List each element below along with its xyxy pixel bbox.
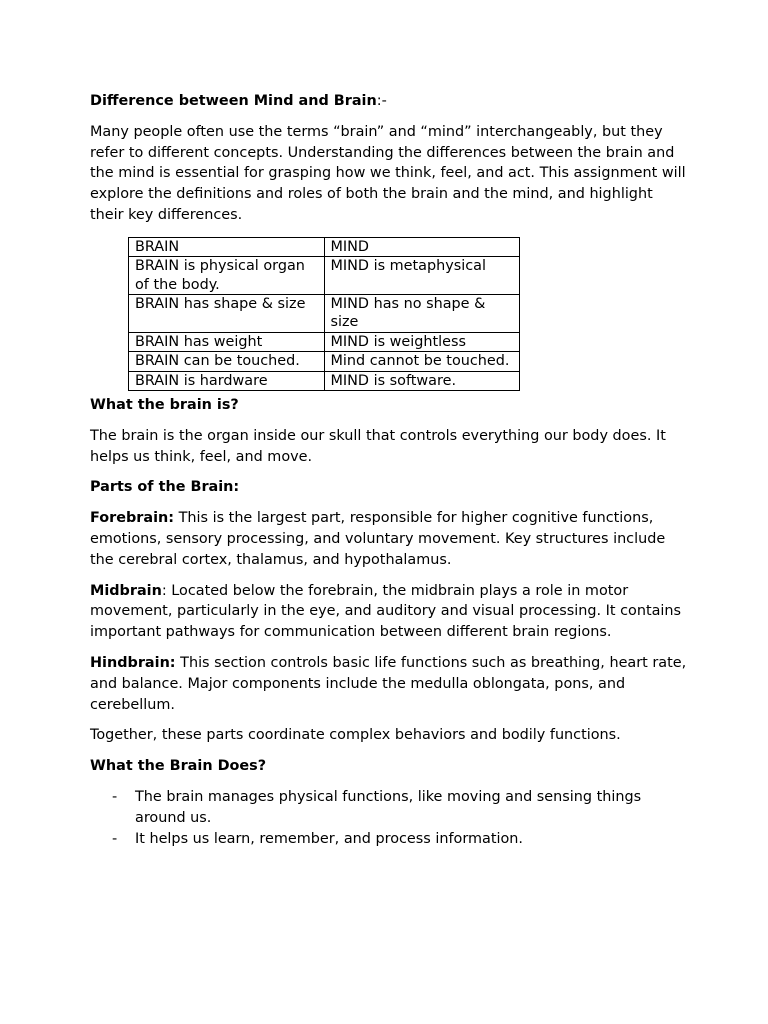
list-item: [90, 829, 690, 850]
midbrain-text: : Located below the forebrain, the midbrain plays a role in motor movement, particularly in the eye, and auditory and visual processing. It contains important pathways for communication between different brain regions.: [90, 582, 682, 641]
together-paragraph: Together, these parts coordinate complex behaviors and bodily functions.: [90, 727, 621, 744]
midbrain-paragraph: [90, 581, 690, 643]
hindbrain-paragraph: [90, 653, 690, 715]
list-item-text: The brain manages physical functions, like moving and sensing things around us.: [135, 788, 642, 826]
brain-cell: BRAIN is hardware: [129, 371, 325, 390]
what-brain-is-heading: What the brain is?: [90, 397, 239, 414]
list-item-text: It helps us learn, remember, and process information.: [135, 830, 523, 847]
bullet-dash: -: [112, 788, 118, 805]
intro-paragraph: Many people often use the terms “brain” and “mind” interchangeably, but they refer to different concepts. Understanding the differences between the brain and the mind is essential for grasping how we think, feel, and act. This assignment will explore the definitions and roles of both the brain and the mind, and highlight their key differences.: [90, 123, 686, 223]
table-row: [129, 295, 520, 333]
title-suffix: :-: [376, 93, 387, 109]
brain-cell: BRAIN is physical organ of the body.: [129, 257, 325, 295]
mind-cell: Mind cannot be touched.: [324, 352, 520, 371]
table-row: [129, 352, 520, 371]
brain-cell: BRAIN has shape & size: [129, 295, 325, 333]
forebrain-label: Forebrain:: [90, 510, 175, 527]
hindbrain-label: Hindbrain:: [90, 655, 176, 671]
table-row: [129, 332, 520, 351]
document-title: [90, 91, 690, 112]
title-text: Difference between Mind and Brain: [90, 93, 377, 109]
what-brain-is-paragraph: The brain is the organ inside our skull that controls everything our body does. It helps us think, feel, and move.: [90, 427, 666, 465]
table-row: [129, 257, 520, 295]
what-brain-does-heading: What the Brain Does?: [90, 758, 267, 775]
brain-cell: BRAIN has weight: [129, 332, 325, 351]
brain-functions-list: [90, 787, 690, 849]
midbrain-label: Midbrain: [90, 582, 162, 599]
mind-cell: MIND is metaphysical: [324, 257, 520, 295]
parts-of-brain-heading: Parts of the Brain:: [90, 479, 240, 496]
document-body: [90, 91, 690, 849]
brain-cell: BRAIN can be touched.: [129, 352, 325, 371]
comparison-table-body: [129, 237, 520, 390]
brain-cell: BRAIN: [129, 237, 325, 256]
table-header-row: [129, 237, 520, 256]
mind-cell: MIND is weightless: [324, 332, 520, 351]
mind-cell: MIND has no shape & size: [324, 295, 520, 333]
hindbrain-text: This section controls basic life functions such as breathing, heart rate, and balance. Major components include the medulla oblongata, pons, and cerebellum.: [90, 655, 687, 713]
mind-cell: MIND: [324, 237, 520, 256]
forebrain-paragraph: [90, 508, 690, 570]
list-item: [90, 787, 690, 829]
table-row: [129, 371, 520, 390]
bullet-dash: -: [112, 830, 118, 847]
forebrain-text: This is the largest part, responsible for higher cognitive functions, emotions, sensory processing, and voluntary movement. Key structures include the cerebral cortex, thalamus, and hypothalamus.: [90, 510, 666, 568]
brain-mind-comparison-table: [128, 237, 520, 391]
mind-cell: MIND is software.: [324, 371, 520, 390]
